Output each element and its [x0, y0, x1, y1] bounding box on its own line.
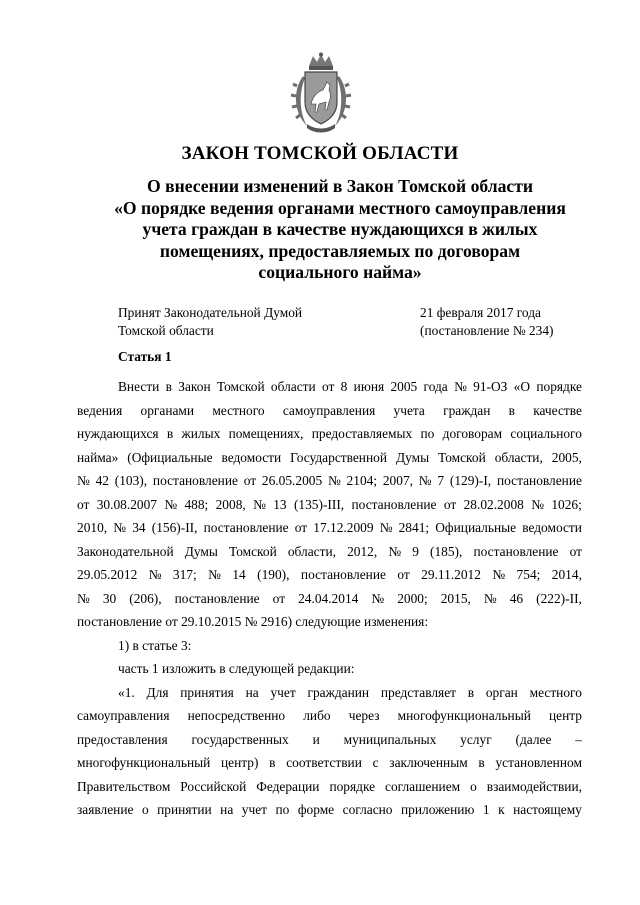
- word: учет: [241, 802, 267, 817]
- word: 26.05.2005: [261, 473, 323, 488]
- body-line: [77, 422, 582, 446]
- word: центр: [549, 708, 582, 723]
- word: к: [498, 802, 505, 817]
- word: по: [420, 426, 435, 441]
- word: постановление: [496, 473, 582, 488]
- adoption-date: [420, 304, 553, 340]
- word: №: [327, 473, 341, 488]
- word: 317;: [172, 567, 197, 582]
- word: заключенным: [389, 755, 468, 770]
- word: гражданин: [307, 684, 370, 700]
- word: предоставляемых: [311, 426, 413, 441]
- word: государственных: [191, 731, 289, 747]
- word: Официальные: [435, 520, 517, 535]
- word: (129)-I,: [449, 473, 492, 488]
- subtitle-line: помещениях, предоставляемых по договорам: [159, 240, 521, 261]
- word: №: [113, 520, 127, 535]
- word: Для: [146, 684, 169, 700]
- word: в: [467, 684, 475, 700]
- word: в: [478, 755, 485, 770]
- word: области,: [287, 543, 336, 559]
- word: заявление: [77, 802, 134, 817]
- word: принятия: [180, 684, 234, 700]
- word: в: [166, 426, 174, 441]
- word: области,: [494, 449, 543, 465]
- word: непосредственно: [187, 708, 286, 723]
- word: ведомости: [522, 520, 582, 535]
- word: 2000;: [397, 590, 428, 606]
- word: местного: [529, 684, 582, 700]
- word: (156)-II,: [151, 520, 198, 535]
- word: области: [270, 379, 316, 394]
- word: №: [371, 590, 385, 606]
- word: №: [483, 590, 497, 606]
- word: №: [379, 520, 393, 535]
- word: (135)-III,: [293, 496, 345, 512]
- word: 9: [412, 543, 419, 559]
- word: постановление: [174, 590, 260, 606]
- word: 2010,: [77, 520, 108, 535]
- word: 2014,: [551, 567, 582, 582]
- word: 2841;: [398, 520, 430, 535]
- body-line: 1) в статье 3:: [118, 637, 192, 653]
- adopted-by-line: Томской области: [118, 323, 214, 338]
- word: по: [275, 802, 290, 817]
- word: ведения: [77, 402, 123, 418]
- word: учет: [270, 684, 296, 700]
- word: самоуправления: [282, 402, 376, 418]
- subtitle-line: социального найма»: [258, 262, 422, 283]
- body-line: постановление от 29.10.2015 № 2916) следующие изменения:: [77, 614, 429, 629]
- word: взаимодействии,: [486, 778, 582, 794]
- word: 7: [437, 473, 445, 488]
- word: Внести: [118, 379, 160, 394]
- word: соответствии: [286, 755, 362, 770]
- word: центр): [221, 755, 259, 770]
- word: (222)-II,: [536, 590, 582, 606]
- word: №: [77, 473, 90, 488]
- word: года: [423, 379, 448, 394]
- word: 14: [232, 567, 246, 582]
- word: (103),: [114, 473, 148, 488]
- body-line: [77, 493, 582, 517]
- word: №: [77, 590, 90, 606]
- word: постановление: [203, 520, 289, 535]
- word: жилых: [181, 426, 221, 441]
- word: самоуправления: [77, 708, 170, 723]
- word: в: [508, 402, 515, 418]
- article-heading: Статья 1: [118, 349, 172, 364]
- word: №: [164, 496, 178, 512]
- word: 8: [340, 379, 348, 394]
- word: с: [372, 755, 379, 770]
- body-line: [77, 728, 582, 752]
- word: муниципальных: [343, 731, 437, 747]
- word: постановление: [473, 543, 559, 559]
- word: от: [243, 473, 257, 488]
- word: органами: [140, 402, 195, 418]
- word: услуг: [460, 731, 492, 747]
- word: №: [531, 496, 544, 512]
- word: либо: [303, 708, 331, 723]
- body-line: [77, 563, 582, 587]
- word: 30: [102, 590, 117, 606]
- word: договорам: [442, 426, 503, 441]
- word: представляет: [380, 684, 456, 700]
- word: 1026;: [551, 496, 582, 512]
- word: соглашением: [385, 778, 461, 794]
- word: 24.04.2014: [298, 590, 359, 606]
- word: на: [245, 684, 259, 700]
- word: многофункциональный: [397, 708, 531, 723]
- word: №: [208, 567, 221, 582]
- subtitle-line: «О порядке ведения органами местного самоуправления: [114, 197, 566, 218]
- word: от: [294, 520, 308, 535]
- word: (Официальные: [127, 449, 213, 465]
- word: 2012,: [347, 543, 378, 559]
- body-line: [77, 704, 582, 728]
- word: 30.08.2007: [96, 496, 157, 512]
- word: 17.12.2009: [313, 520, 374, 535]
- word: на: [220, 802, 234, 817]
- word: помещениях,: [228, 426, 304, 441]
- word: настоящему: [513, 802, 582, 817]
- word: 2008,: [215, 496, 246, 512]
- word: №: [388, 543, 402, 559]
- word: Думы: [395, 449, 430, 465]
- word: предоставления: [77, 731, 168, 747]
- word: о: [141, 802, 149, 817]
- word: 488;: [184, 496, 209, 512]
- word: 2007,: [382, 473, 413, 488]
- body-line: [77, 516, 582, 540]
- word: №: [253, 496, 266, 512]
- word: от: [569, 543, 582, 559]
- adopted-by-line: Принят Законодательной Думой: [118, 305, 303, 320]
- body-line: [77, 540, 582, 564]
- body-line: [77, 798, 582, 822]
- word: 29.11.2012: [421, 567, 481, 582]
- word: (190),: [257, 567, 290, 582]
- coat-of-arms-icon: [287, 52, 355, 134]
- word: №: [454, 379, 467, 394]
- adopted-by: [118, 304, 302, 340]
- word: Государственной: [290, 449, 387, 465]
- word: (206),: [129, 590, 162, 606]
- word: принятии: [157, 802, 212, 817]
- word: от: [397, 567, 410, 582]
- subtitle-line: учета граждан в качестве нуждающихся в жилых: [142, 219, 538, 240]
- law-title: ЗАКОН ТОМСКОЙ ОБЛАСТИ: [181, 143, 459, 164]
- word: найма»: [77, 449, 119, 465]
- body-line: [77, 446, 582, 470]
- word: №: [148, 567, 162, 582]
- word: 34: [132, 520, 146, 535]
- word: через: [348, 708, 380, 723]
- word: согласно: [342, 802, 393, 817]
- word: Томской: [438, 449, 486, 465]
- body-line: [77, 469, 582, 493]
- word: от: [443, 496, 457, 512]
- word: 2015,: [440, 590, 471, 606]
- word: нуждающихся: [77, 426, 159, 441]
- word: постановление: [351, 496, 437, 512]
- word: о: [470, 778, 477, 794]
- word: от: [321, 379, 335, 394]
- word: «О: [513, 379, 531, 394]
- word: качестве: [533, 402, 582, 418]
- body-line: часть 1 изложить в следующей редакции:: [118, 661, 355, 676]
- word: от: [77, 496, 90, 512]
- word: Законодательной: [77, 543, 174, 559]
- word: 91-ОЗ: [473, 379, 508, 394]
- word: порядке: [536, 379, 582, 394]
- word: 29.05.2012: [77, 567, 138, 582]
- word: «1.: [118, 684, 135, 700]
- word: граждан: [443, 402, 491, 418]
- word: –: [575, 731, 582, 747]
- word: установленном: [495, 755, 582, 770]
- article-body: [77, 375, 582, 822]
- word: 754;: [516, 567, 541, 582]
- word: июня: [353, 379, 385, 394]
- body-line: [77, 399, 582, 423]
- body-line: [77, 775, 582, 799]
- word: от: [272, 590, 286, 606]
- adoption-date-line: 21 февраля 2017 года: [420, 305, 541, 320]
- word: №: [418, 473, 432, 488]
- adoption-resolution-line: (постановление № 234): [420, 323, 554, 338]
- word: учета: [393, 402, 425, 418]
- word: Томской: [229, 543, 277, 559]
- word: форме: [297, 802, 335, 817]
- word: постановление: [300, 567, 386, 582]
- body-line: [77, 681, 582, 705]
- body-line: [77, 375, 582, 399]
- word: №: [492, 567, 506, 582]
- word: ведомости: [221, 449, 282, 465]
- word: 2005: [390, 379, 418, 394]
- word: (далее: [515, 731, 552, 747]
- word: 42: [95, 473, 109, 488]
- word: и: [312, 731, 320, 747]
- word: (185),: [430, 543, 463, 559]
- word: орган: [485, 684, 518, 700]
- body-line: [77, 751, 582, 775]
- word: 28.02.2008: [463, 496, 524, 512]
- subtitle-line: О внесении изменений в Закон Томской области: [147, 176, 533, 196]
- word: порядке: [329, 778, 376, 794]
- word: в: [165, 379, 172, 394]
- word: социального: [510, 426, 582, 441]
- word: Российской: [180, 778, 247, 794]
- word: 46: [509, 590, 524, 606]
- word: 1: [482, 802, 490, 817]
- word: многофункциональный: [77, 755, 211, 770]
- body-line: [77, 587, 582, 611]
- word: приложению: [401, 802, 475, 817]
- word: местного: [212, 402, 265, 418]
- word: 2005,: [551, 449, 582, 465]
- word: Закон: [178, 379, 211, 394]
- word: постановление: [152, 473, 238, 488]
- word: 2104;: [346, 473, 378, 488]
- word: Томской: [216, 379, 265, 394]
- law-subtitle: [60, 176, 620, 284]
- word: Думы: [184, 543, 218, 559]
- word: Федерации: [256, 778, 320, 794]
- word: 13: [273, 496, 287, 512]
- word: Правительством: [77, 778, 171, 794]
- word: в: [269, 755, 276, 770]
